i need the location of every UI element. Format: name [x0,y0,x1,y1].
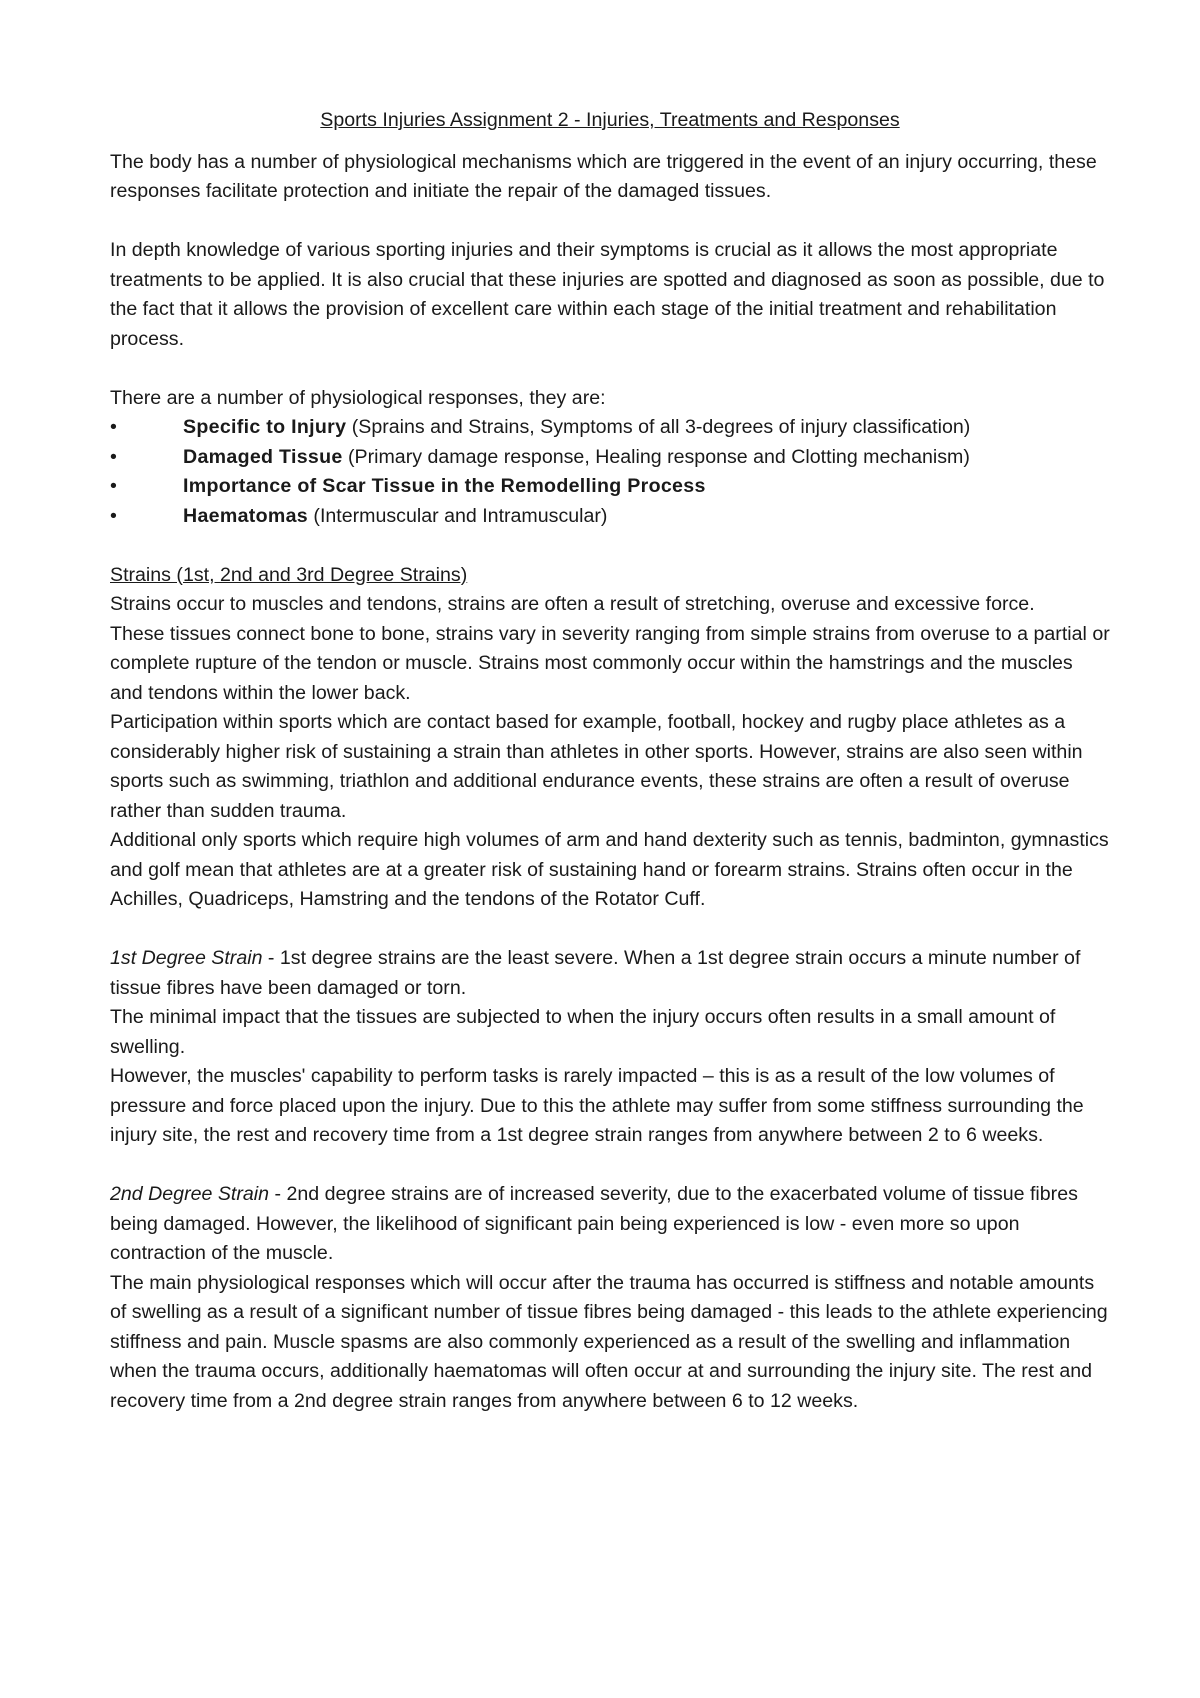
list-item-rest: (Intermuscular and Intramuscular) [307,504,608,527]
strains-paragraph-3: Participation within sports which are contact based for example, football, hockey and rugby place athletes as a considerably higher risk of sustaining a strain than athletes in other sports. However, strains are also seen within sports such as swimming, triathlon and additional endurance events, these strains are often a result of overuse rather than sudden trauma. [110,711,1083,822]
second-degree-paragraph-1 [110,1180,1110,1269]
list-item-bold: Damaged Tissue [183,445,343,468]
second-degree-term: 2nd Degree Strain [110,1183,270,1205]
bullet-icon: • [110,416,117,438]
first-degree-paragraph-2: The minimal impact that the tissues are subjected to when the injury occurs often results in a small amount of swelling. [110,1006,1056,1058]
second-degree-text: - 2nd degree strains are of increased severity, due to the exacerbated volume of tissue fibres being damaged. However, the likelihood of significant pain being experienced is low - even more so upon contraction of the muscle. [110,1183,1078,1264]
document-title: Sports Injuries Assignment 2 - Injuries, Treatments and Responses [320,109,900,131]
intro-paragraph-2: In depth knowledge of various sporting injuries and their symptoms is crucial as it allows the most appropriate treatments to be applied. It is also crucial that these injuries are spotted and diagnosed as soon as possible, due to the fact that it allows the provision of excellent care within each stage of the initial treatment and rehabilitation process. [110,239,1105,350]
list-item-text [183,472,706,502]
list-item-rest: (Sprains and Strains, Symptoms of all 3-degrees of injury classification) [346,416,971,438]
first-degree-text: - 1st degree strains are the least severe. When a 1st degree strain occurs a minute number of tissue fibres have been damaged or torn. [110,947,1081,999]
paragraph-gap [110,915,1110,945]
responses-intro: There are a number of physiological responses, they are: [110,386,606,409]
list-item-text [183,443,970,473]
bullet-icon: • [110,504,117,527]
list-item [110,443,1110,473]
strains-paragraph-4: Additional only sports which require high volumes of arm and hand dexterity such as tennis, badminton, gymnastics and golf mean that athletes are at a greater risk of sustaining hand or forearm strains. Strains often occur in the Achilles, Quadriceps, Hamstring and the tendons of the Rotator Cuff. [110,829,1109,910]
list-item [110,472,1110,502]
strains-heading: Strains (1st, 2nd and 3rd Degree Strains) [110,563,468,586]
paragraph-gap [110,531,1110,561]
list-item [110,413,1110,443]
list-item-text [183,502,607,532]
document-page [110,106,1110,1416]
intro-paragraph-1: The body has a number of physiological mechanisms which are triggered in the event of an injury occurring, these responses facilitate protection and initiate the repair of the damaged tissues. [110,150,1097,202]
list-item-bold: Haematomas [183,504,308,527]
responses-list [110,413,1110,531]
strains-paragraph-1: Strains occur to muscles and tendons, strains are often a result of stretching, overuse and excessive force. [110,593,1035,615]
strains-paragraph-2: These tissues connect bone to bone, strains vary in severity ranging from simple strains from overuse to a partial or complete rupture of the tendon or muscle. Strains most commonly occur within the hamstrings and the muscles and tendons within the lower back. [110,622,1110,704]
paragraph-gap [110,354,1110,384]
list-item-bold: Specific to Injury [183,416,347,438]
bullet-icon: • [110,445,117,468]
list-item-text [183,413,970,443]
first-degree-paragraph-1 [110,944,1110,1003]
first-degree-term: 1st Degree Strain [110,947,263,969]
bullet-icon: • [110,475,117,497]
first-degree-paragraph-3: However, the muscles' capability to perform tasks is rarely impacted – this is as a result of the low volumes of pressure and force placed upon the injury. Due to this the athlete may suffer from some stiffness surrounding the injury site, the rest and recovery time from a 1st degree strain ranges from anywhere between 2 to 6 weeks. [110,1065,1084,1146]
list-item [110,502,1110,532]
list-item-rest: (Primary damage response, Healing response and Clotting mechanism) [342,445,970,468]
paragraph-gap [110,207,1110,237]
list-item-bold: Importance of Scar Tissue in the Remodelling Process [183,475,706,497]
second-degree-paragraph-2: The main physiological responses which will occur after the trauma has occurred is stiffness and notable amounts of swelling as a result of a significant number of tissue fibres being damaged - this leads to the athlete experiencing stiffness and pain. Muscle spasms are also commonly experienced as a result of the swelling and inflammation when the trauma occurs, additionally haematomas will often occur at and surrounding the injury site. The rest and recovery time from a 2nd degree strain ranges from anywhere between 6 to 12 weeks. [110,1271,1108,1412]
paragraph-gap [110,1151,1110,1181]
